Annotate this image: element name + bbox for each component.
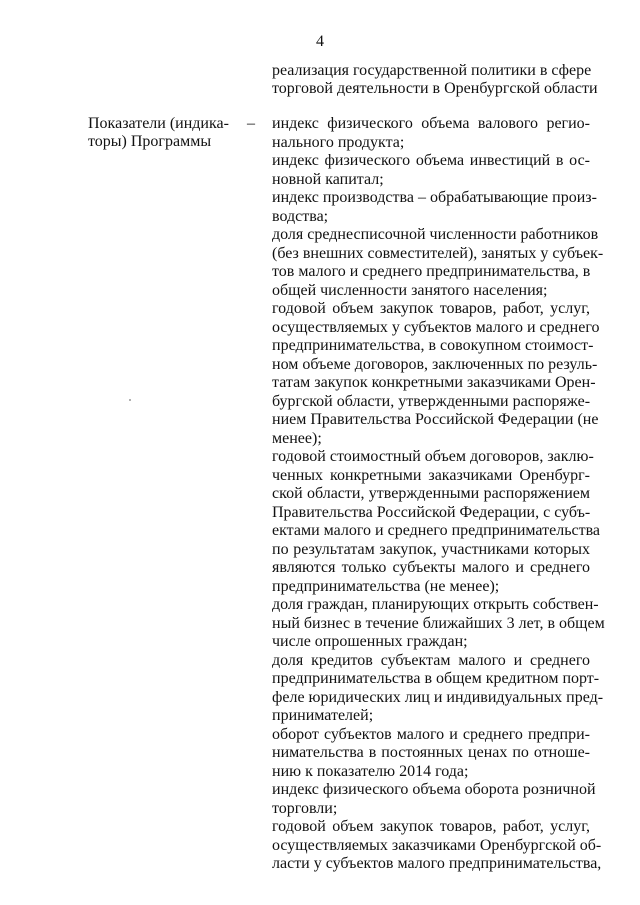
- text-line: реализация государственной политики в сфере: [272, 62, 592, 79]
- label-dash: –: [247, 115, 255, 132]
- indicator-line: нального продукта;: [272, 133, 405, 151]
- indicator-line: торговли;: [272, 799, 338, 817]
- label-line: торы) Программы: [88, 133, 212, 150]
- scan-speck: [129, 399, 131, 401]
- indicator-line: новной капитал;: [272, 170, 384, 188]
- indicator-line: годовой стоимостный объем договоров, заклю-: [272, 448, 594, 465]
- indicator-line: индекс физического объема валового регио-: [272, 115, 590, 132]
- indicator-line: числе опрошенных граждан;: [272, 633, 468, 650]
- indicator-line: предпринимательства, в совокупном стоимост-: [272, 337, 594, 354]
- indicator-line: предпринимательства в общем кредитном порт-: [272, 670, 600, 687]
- indicator-line: нимательства в постоянных ценах по отноше-: [272, 744, 590, 761]
- indicator-line: менее);: [272, 429, 322, 447]
- indicator-line: нию к показателю 2014 года;: [272, 762, 469, 780]
- indicator-line: общей численности занятого населения;: [272, 281, 548, 299]
- indicator-line: феле юридических лиц и индивидуальных пред-: [272, 688, 604, 706]
- indicator-line: доля среднесписочной численности работников: [272, 226, 599, 243]
- indicator-line: (без внешних совместителей), занятых у субъек-: [272, 244, 604, 262]
- indicator-line: ласти у субъектов малого предпринимательства,: [272, 855, 602, 872]
- indicator-line: ской области, утвержденными распоряжением: [272, 485, 590, 502]
- indicator-line: бургской области, утвержденными распоряже-: [272, 392, 591, 410]
- indicators-list: [272, 115, 605, 874]
- indicator-line: ный бизнес в течение ближайших 3 лет, в общем: [272, 614, 605, 632]
- indicator-line: осуществляемых заказчиками Оренбургской об-: [272, 836, 602, 854]
- indicator-line: годовой объем закупок товаров, работ, услуг,: [272, 300, 590, 317]
- text-line: торговой деятельности в Оренбургской области: [272, 80, 598, 97]
- indicator-line: оборот субъектов малого и среднего предпри-: [272, 725, 590, 743]
- indicator-line: предпринимательства (не менее);: [272, 577, 500, 595]
- indicator-line: тов малого и среднего предпринимательства, в: [272, 263, 591, 280]
- indicator-line: Правительства Российской Федерации, с субъ-: [272, 503, 591, 521]
- indicator-line: индекс производства – обрабатывающие произ-: [272, 189, 597, 206]
- indicator-line: осуществляемых у субъектов малого и среднего: [272, 318, 600, 336]
- page-number: 4: [316, 33, 324, 50]
- indicator-line: годовой объем закупок товаров, работ, услуг,: [272, 818, 590, 835]
- indicator-line: являются только субъекты малого и среднего: [272, 559, 590, 576]
- indicator-line: принимателей;: [272, 707, 374, 724]
- intro-text: [272, 62, 598, 98]
- indicator-line: нием Правительства Российской Федерации (не: [272, 411, 599, 428]
- indicator-line: ектами малого и среднего предпринимательства: [272, 522, 601, 539]
- indicator-line: доля граждан, планирующих открыть собствен-: [272, 596, 599, 613]
- indicator-line: татам закупок конкретными заказчиками Орен-: [272, 374, 596, 391]
- indicator-line: по результатам закупок, участниками которых: [272, 540, 590, 558]
- section-label: [88, 115, 238, 151]
- indicator-line: ном объеме договоров, заключенных по резуль-: [272, 355, 598, 373]
- indicator-line: доля кредитов субъектам малого и среднего: [272, 651, 590, 669]
- indicator-line: индекс физического объема инвестиций в ос-: [272, 152, 590, 169]
- label-line: Показатели (индика-: [88, 115, 229, 132]
- indicator-line: водства;: [272, 207, 329, 225]
- indicator-line: индекс физического объема оборота розничной: [272, 781, 596, 798]
- indicator-line: ченных конкретными заказчиками Оренбург-: [272, 466, 590, 484]
